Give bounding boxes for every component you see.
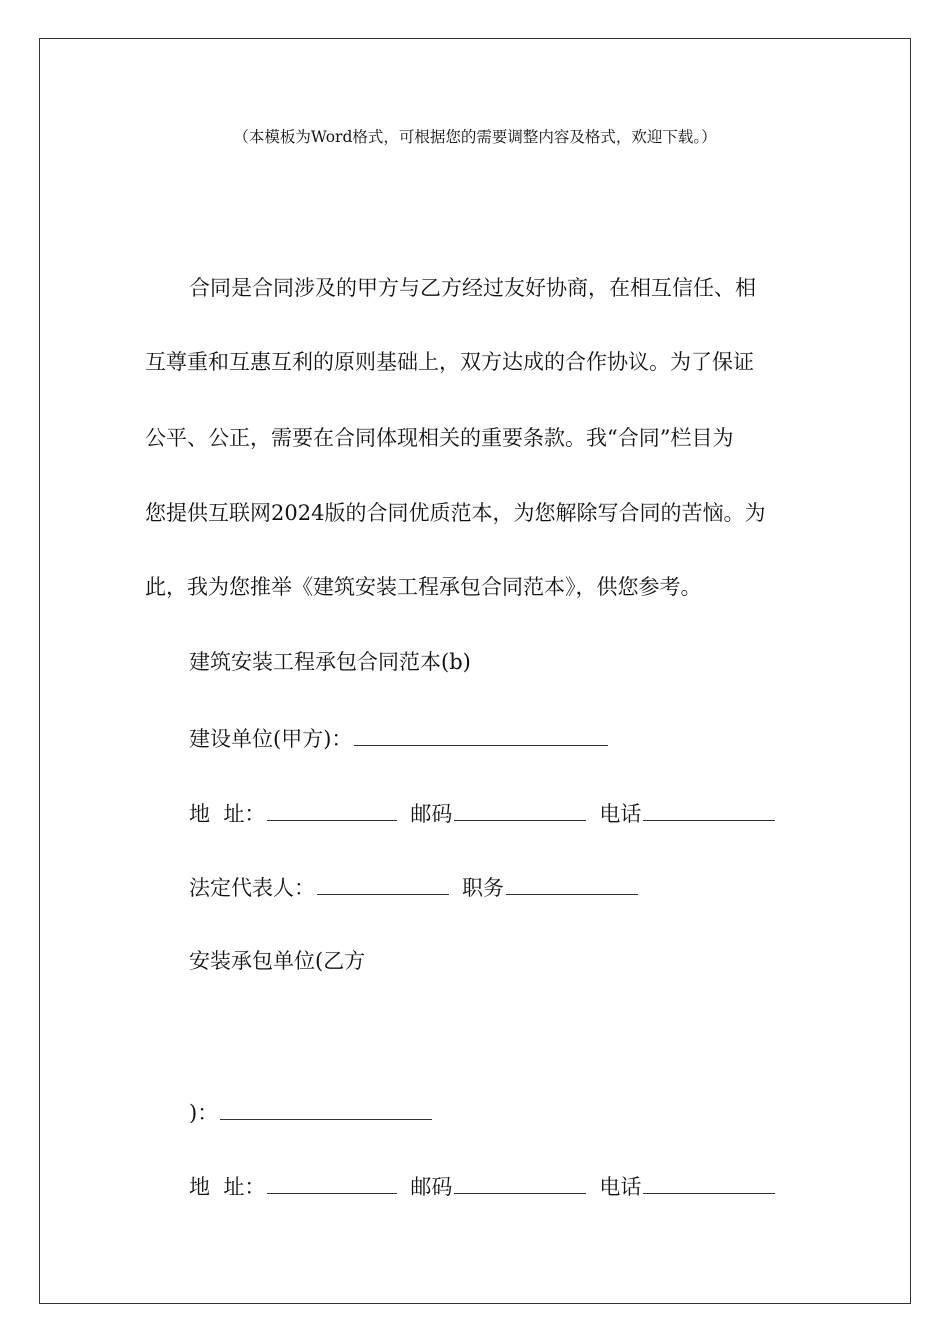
legal-rep-row [189,872,638,902]
legal-rep-blank[interactable] [317,872,449,895]
position-label: 职务 [462,876,504,900]
intro-paragraph-line-5: 此，我为您推举《建筑安装工程承包合同范本》，供您参考。 [145,575,702,599]
legal-rep-label: 法定代表人： [189,876,315,900]
party-a-label: 建设单位(甲方)： [189,727,353,751]
phone-label: 电话 [599,802,642,826]
party-a-address-row [189,798,775,828]
intro-paragraph-line-2: 互尊重和互惠互利的原则基础上，双方达成的合作协议。为了保证 [145,350,754,374]
address-blank[interactable] [267,798,397,821]
phone-label-2: 电话 [599,1175,642,1199]
party-b-address-row [189,1171,775,1201]
party-a-row [189,723,608,753]
address-blank-2[interactable] [267,1171,397,1194]
page-border [39,38,911,1304]
contract-title: 建筑安装工程承包合同范本(b) [189,650,471,674]
intro-paragraph-line-3: 公平、公正，需要在合同体现相关的重要条款。我“合同”栏目为 [145,426,734,450]
party-b-label: 安装承包单位(乙方 [189,949,366,973]
party-a-blank[interactable] [354,723,608,746]
party-b-blank[interactable] [220,1097,432,1120]
address-label-2: 地 址： [189,1175,266,1199]
phone-blank-2[interactable] [643,1171,775,1194]
postcode-blank[interactable] [454,798,586,821]
address-label: 地 址： [189,802,266,826]
postcode-label-2: 邮码 [410,1175,453,1199]
intro-paragraph-line-4: 您提供互联网2024版的合同优质范本，为您解除写合同的苦恼。为 [145,501,766,525]
intro-paragraph-line-1: 合同是合同涉及的甲方与乙方经过友好协商，在相互信任、相 [189,276,756,300]
party-b-continuation: )： [189,1101,219,1125]
postcode-label: 邮码 [410,802,453,826]
position-blank[interactable] [506,872,638,895]
phone-blank[interactable] [643,798,775,821]
party-b-row [189,1097,432,1127]
template-note: （本模板为Word格式，可根据您的需要调整内容及格式，欢迎下载。） [233,128,717,146]
postcode-blank-2[interactable] [454,1171,586,1194]
